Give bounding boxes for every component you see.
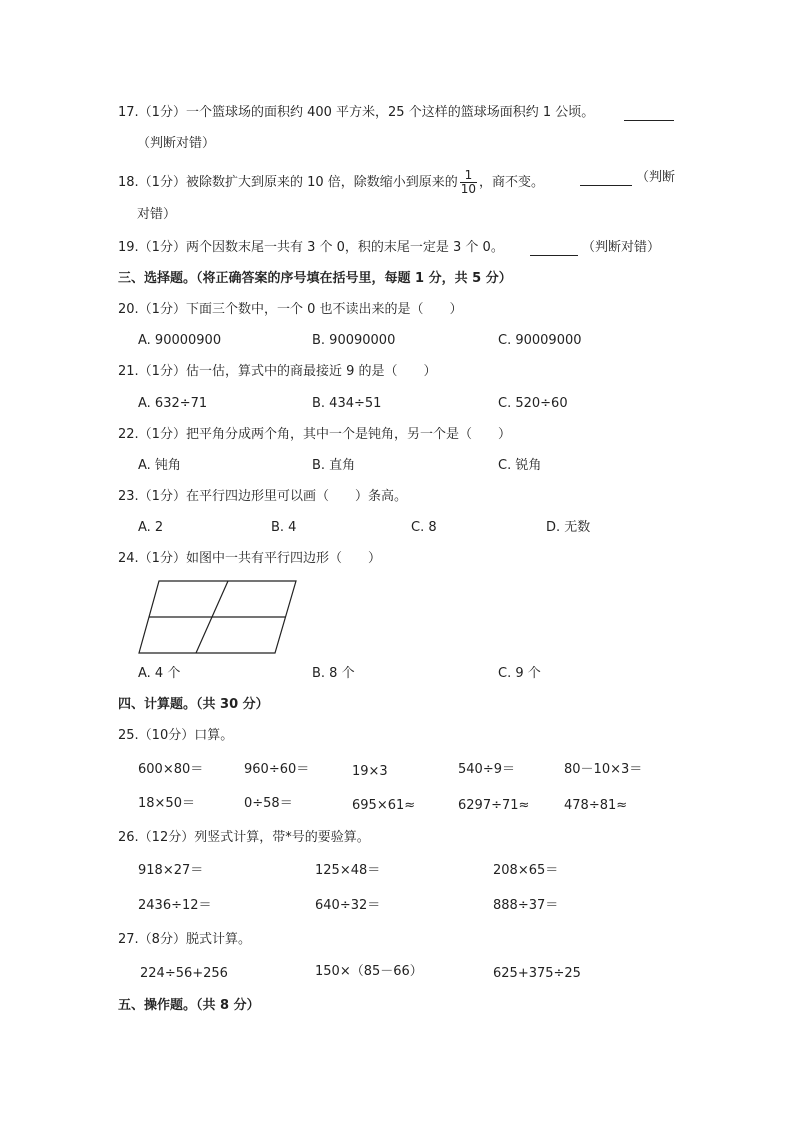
q22-option-a[interactable]: A. 钝角 — [138, 458, 181, 473]
q21-option-c[interactable]: C. 520÷60 — [498, 396, 568, 411]
q25-item: 695×61≈ — [352, 798, 416, 813]
fraction-numerator: 1 — [460, 169, 477, 183]
q27-item: 224÷56+256 — [140, 966, 228, 981]
q25-item: 80－10×3＝ — [564, 762, 643, 777]
q21-option-b[interactable]: B. 434÷51 — [312, 396, 382, 411]
q26-item: 888÷37＝ — [493, 898, 559, 913]
q25-item: 0÷58＝ — [244, 796, 293, 811]
q22-option-b[interactable]: B. 直角 — [312, 458, 356, 473]
question-19-tail: （判断对错） — [582, 240, 661, 255]
q24-option-c[interactable]: C. 9 个 — [498, 666, 541, 681]
q23-option-a[interactable]: A. 2 — [138, 520, 164, 535]
q20-option-b[interactable]: B. 90090000 — [312, 333, 396, 348]
q21-option-a[interactable]: A. 632÷71 — [138, 396, 208, 411]
answer-blank-17[interactable] — [624, 106, 674, 121]
question-18-suffix: 对错） — [137, 207, 177, 222]
q24-option-a[interactable]: A. 4 个 — [138, 666, 181, 681]
fraction-one-tenth — [460, 169, 477, 196]
q26-item: 2436÷12＝ — [138, 898, 212, 913]
question-23: 23.（1分）在平行四边形里可以画（ ）条高。 — [118, 489, 407, 504]
section-5-heading: 五、操作题。（共 8 分） — [118, 998, 260, 1013]
question-17-suffix: （判断对错） — [137, 136, 216, 151]
section-4-heading: 四、计算题。（共 30 分） — [118, 697, 269, 712]
question-27: 27.（8分）脱式计算。 — [118, 932, 251, 947]
q25-item: 540÷9＝ — [458, 762, 515, 777]
question-24: 24.（1分）如图中一共有平行四边形（ ） — [118, 551, 381, 566]
question-18-text-end: ，商不变。 — [479, 175, 545, 190]
question-18 — [118, 169, 544, 196]
answer-blank-19[interactable] — [530, 241, 578, 256]
answer-blank-18[interactable] — [580, 171, 632, 186]
q26-item: 125×48＝ — [315, 863, 381, 878]
q26-item: 640÷32＝ — [315, 898, 381, 913]
q25-item: 960÷60＝ — [244, 762, 310, 777]
q24-option-b[interactable]: B. 8 个 — [312, 666, 355, 681]
q22-option-c[interactable]: C. 锐角 — [498, 458, 542, 473]
q23-option-b[interactable]: B. 4 — [271, 520, 297, 535]
q25-item: 18×50＝ — [138, 796, 195, 811]
q26-item: 918×27＝ — [138, 863, 204, 878]
question-17 — [118, 104, 594, 122]
q20-option-c[interactable]: C. 90009000 — [498, 333, 582, 348]
question-21: 21.（1分）估一估，算式中的商最接近 9 的是（ ） — [118, 364, 437, 379]
parallelogram-figure — [138, 580, 298, 656]
question-17-text: 17.（1分）一个篮球场的面积约 400 平方米，25 个这样的篮球场面积约 1 公顷。 — [118, 105, 595, 120]
q20-option-a[interactable]: A. 90000900 — [138, 333, 222, 348]
question-20: 20.（1分）下面三个数中，一个 0 也不读出来的是（ ） — [118, 302, 463, 317]
question-26: 26.（12分）列竖式计算，带*号的要验算。 — [118, 830, 370, 845]
question-25: 25.（10分）口算。 — [118, 728, 234, 743]
question-18-text: 18.（1分）被除数扩大到原来的 10 倍，除数缩小到原来的 — [118, 175, 458, 190]
q25-item: 600×80＝ — [138, 762, 204, 777]
question-18-tail: （判断 — [636, 170, 676, 185]
q25-item: 478÷81≈ — [564, 798, 628, 813]
q27-item: 150×（85－66） — [315, 964, 423, 979]
q23-option-d[interactable]: D. 无数 — [546, 520, 591, 535]
section-3-heading: 三、选择题。（将正确答案的序号填在括号里，每题 1 分，共 5 分） — [118, 271, 512, 286]
question-22: 22.（1分）把平角分成两个角，其中一个是钝角，另一个是（ ） — [118, 427, 511, 442]
q25-item: 6297÷71≈ — [458, 798, 530, 813]
q23-option-c[interactable]: C. 8 — [411, 520, 437, 535]
q26-item: 208×65＝ — [493, 863, 559, 878]
q27-item: 625+375÷25 — [493, 966, 581, 981]
q25-item: 19×3 — [352, 764, 388, 779]
fraction-denominator: 10 — [460, 182, 477, 196]
question-19: 19.（1分）两个因数末尾一共有 3 个 0，积的末尾一定是 3 个 0。 — [118, 240, 504, 255]
